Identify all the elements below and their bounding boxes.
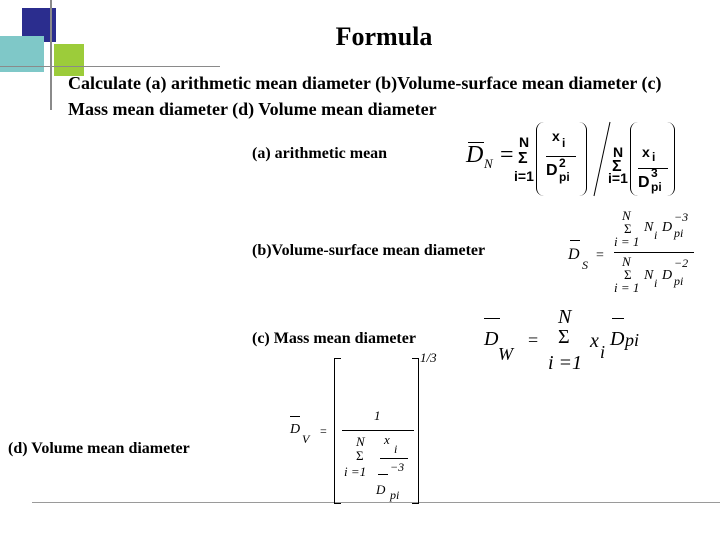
lhs-subscript: N (484, 156, 493, 171)
equals-sign: = (320, 424, 327, 438)
sum-symbol: Σ (624, 221, 632, 236)
decor-vertical-line (50, 0, 52, 110)
d-subscript: pi (625, 330, 640, 350)
num-x-sub-2: i (652, 150, 656, 164)
x-symbol: x (384, 432, 390, 447)
sum-lower-limit: i =1 (344, 464, 367, 479)
bracket-open (334, 358, 341, 504)
den-d-sup-2: 3 (651, 166, 658, 180)
num-exponent: −3 (674, 210, 689, 224)
den-n: N (644, 268, 654, 283)
overbar (290, 416, 300, 417)
equals-sign: = (500, 142, 514, 168)
x-subscript: i (394, 442, 398, 456)
den-d-2: D (638, 174, 650, 191)
sum-upper-limit: N (356, 434, 365, 449)
lhs-symbol: D (466, 142, 484, 168)
formula-volume-surface-mean (564, 208, 704, 304)
den-d: D (546, 162, 558, 179)
num-n-sub: i (654, 228, 658, 242)
decor-horizontal-line (0, 66, 220, 67)
sum-lower-limit: i =1 (548, 352, 583, 374)
equals-sign: = (596, 248, 604, 263)
bracket-close (412, 358, 419, 504)
slide-title: Formula (335, 22, 433, 51)
outer-numerator: 1 (374, 408, 381, 423)
label-volume-mean: (d) Volume mean diameter (8, 440, 190, 457)
sum-upper-limit: N (519, 134, 530, 150)
overbar-2 (378, 474, 388, 475)
intro-text: Calculate (a) arithmetic mean diameter (b)Volume-surface mean diameter (c) Mass mean diameter (d) Volume mean diameter (68, 73, 662, 119)
paren-right-close (666, 122, 675, 196)
den-exponent: −2 (674, 256, 689, 270)
sum-symbol-2: Σ (612, 158, 622, 175)
num-d: D (662, 220, 673, 235)
outer-exponent: 1/3 (420, 350, 437, 365)
paren-left-open (536, 122, 545, 196)
formula-arithmetic-mean (462, 118, 682, 200)
label-mass-mean: (c) Mass mean diameter (252, 330, 416, 347)
sum-symbol: Σ (558, 326, 570, 348)
paren-left-close (578, 122, 587, 196)
formula-volume-mean (286, 346, 446, 506)
term-x-sub: i (600, 342, 606, 362)
sum-upper-limit-2: N (622, 254, 631, 269)
sum-lower-limit-2: i=1 (608, 170, 628, 186)
lhs-symbol: D (484, 328, 499, 350)
den-d-sup: 2 (559, 156, 566, 170)
formula-mass-mean (480, 306, 660, 382)
num-x-sub: i (562, 136, 566, 150)
sum-symbol: Σ (518, 150, 528, 167)
sum-upper-limit-2: N (613, 144, 624, 160)
d-symbol: D (376, 482, 386, 497)
sum-upper-limit: N (558, 306, 572, 328)
sum-lower-limit: i = 1 (614, 234, 640, 249)
d-subscript: pi (390, 488, 400, 502)
equals-sign: = (528, 330, 539, 350)
sum-lower-limit: i=1 (514, 168, 534, 184)
den-d: D (662, 268, 673, 283)
sum-symbol: Σ (356, 448, 364, 463)
lhs-subscript: V (302, 432, 310, 446)
lhs-subscript: W (498, 344, 513, 364)
overbar (570, 240, 580, 241)
overbar-2 (612, 318, 624, 319)
fraction-bar (342, 430, 414, 431)
lhs-symbol: D (290, 422, 301, 437)
lhs-symbol: D (568, 246, 580, 263)
num-x: x (552, 128, 560, 144)
den-d-sub-2: pi (651, 180, 662, 194)
num-x-2: x (642, 144, 650, 160)
num-n: N (644, 220, 654, 235)
label-volume-surface-mean: (b)Volume-surface mean diameter (252, 242, 486, 259)
den-d-sub: pi (674, 274, 684, 288)
overbar (484, 318, 500, 319)
den-n-sub: i (654, 276, 658, 290)
term-x: x (590, 330, 599, 352)
sum-lower-limit-2: i = 1 (614, 280, 640, 295)
num-d-sub: pi (674, 226, 684, 240)
label-arithmetic-mean: (a) arithmetic mean (252, 145, 388, 162)
lhs-subscript: S (582, 258, 588, 272)
den-d-sub: pi (559, 170, 570, 184)
division-slash (590, 120, 614, 198)
fraction-bar (614, 252, 694, 253)
sum-symbol-2: Σ (624, 267, 632, 282)
sum-upper-limit: N (622, 208, 631, 223)
d-symbol: D (610, 328, 625, 350)
inner-exponent: −3 (390, 460, 405, 474)
inner-fraction-bar (380, 458, 408, 459)
